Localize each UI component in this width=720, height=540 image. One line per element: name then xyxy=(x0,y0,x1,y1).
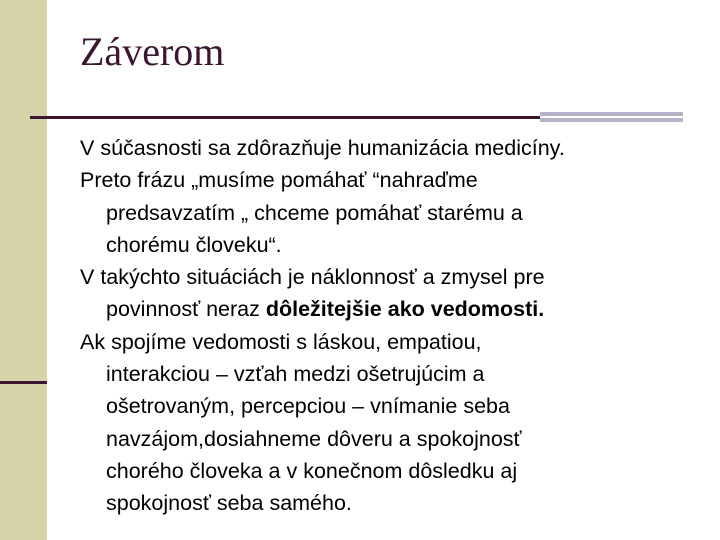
paragraph-3-line-2: povinnosť neraz xyxy=(106,297,266,322)
paragraph-4-line-6: spokojnosť seba samého. xyxy=(106,491,352,516)
paragraph-2-line-2: predsavzatím „ chceme pomáhať starému a xyxy=(106,200,523,225)
paragraph-3-line-1: V takýchto situáciách je náklonnosť a zmysel pre xyxy=(80,265,545,290)
title-divider-light-top xyxy=(540,112,683,116)
side-accent-marker xyxy=(0,381,47,384)
paragraph-2 xyxy=(80,164,695,261)
paragraph-4 xyxy=(80,326,695,520)
paragraph-3-emphasis: dôležitejšie ako vedomosti. xyxy=(265,297,545,322)
slide-title: Záverom xyxy=(80,29,225,74)
paragraph-4-line-1: Ak spojíme vedomosti s láskou, empatiou, xyxy=(80,329,482,354)
paragraph-2-line-1: Preto frázu „musíme pomáhať “nahraďme xyxy=(80,168,478,193)
side-accent-panel xyxy=(0,0,47,540)
paragraph-4-line-2: interakciou – vzťah medzi ošetrujúcim a xyxy=(106,362,485,387)
paragraph-4-line-3: ošetrovaným, percepciou – vnímanie seba xyxy=(106,394,510,419)
paragraph-2-line-3: chorému človeku“. xyxy=(106,232,282,257)
paragraph-1 xyxy=(80,132,695,164)
paragraph-4-line-4: navzájom,dosiahneme dôveru a spokojnosť xyxy=(106,426,522,451)
paragraph-3 xyxy=(80,261,695,326)
title-divider-dark xyxy=(30,116,540,119)
slide-body xyxy=(80,132,695,520)
paragraph-4-line-5: chorého človeka a v konečnom dôsledku aj xyxy=(106,458,518,483)
title-divider-light-bottom xyxy=(540,118,683,122)
paragraph-1-text: V súčasnosti sa zdôrazňuje humanizácia medicíny. xyxy=(80,136,565,160)
